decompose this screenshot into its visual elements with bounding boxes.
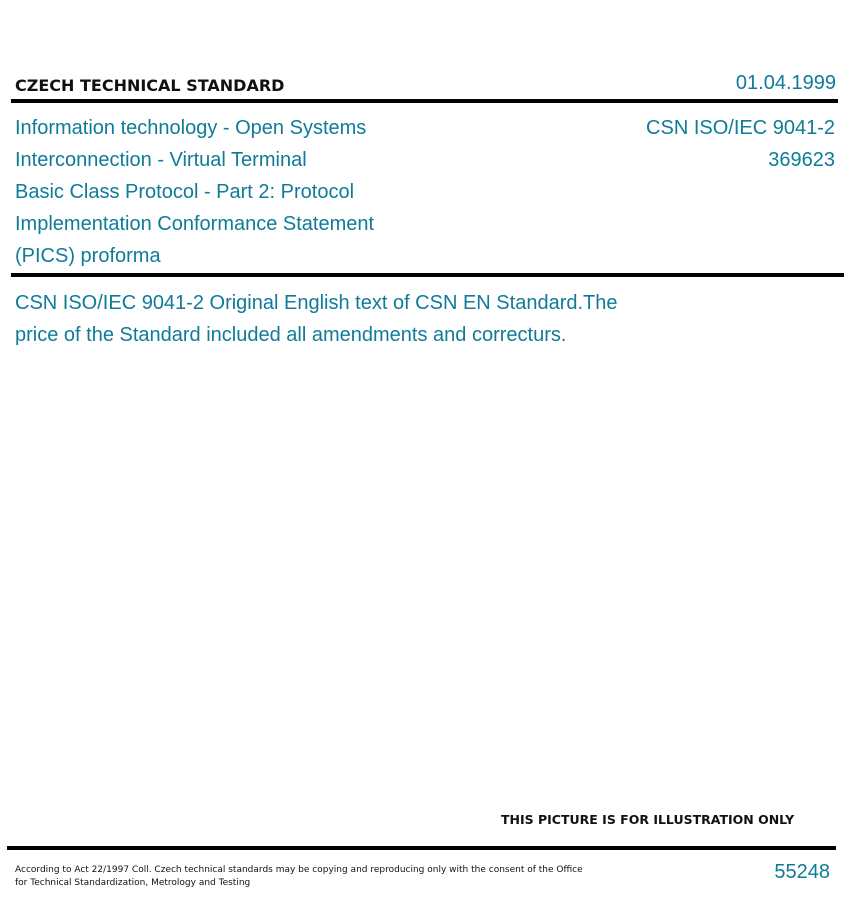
description-line: CSN ISO/IEC 9041-2 Original English text of CSN EN Standard.The (15, 292, 618, 314)
standard-title-line: Basic Class Protocol - Part 2: Protocol (15, 181, 355, 203)
document-category-title: CZECH TECHNICAL STANDARD (15, 76, 285, 95)
standard-title-line: Information technology - Open Systems (15, 117, 367, 139)
standard-title-line: Implementation Conformance Statement (15, 213, 375, 235)
description-line: price of the Standard included all amendments and correcturs. (15, 324, 567, 346)
document-number: 55248 (774, 861, 830, 883)
standard-description (15, 287, 695, 351)
header-divider (11, 99, 838, 103)
title-divider (11, 273, 844, 277)
standard-designation: CSN ISO/IEC 9041-2 (646, 117, 835, 139)
publication-date: 01.04.1999 (735, 72, 836, 94)
standard-title-line: (PICS) proforma (15, 245, 161, 267)
illustration-disclaimer: THIS PICTURE IS FOR ILLUSTRATION ONLY (501, 812, 795, 827)
standard-codes (646, 112, 835, 176)
footer-divider (7, 846, 836, 850)
legal-notice (15, 864, 615, 890)
legal-notice-line: According to Act 22/1997 Coll. Czech technical standards may be copying and reproducing only with the consent of the Office (15, 865, 583, 875)
legal-notice-line: for Technical Standardization, Metrology and Testing (15, 878, 251, 888)
catalog-number: 369623 (768, 149, 835, 171)
standard-title-line: Interconnection - Virtual Terminal (15, 149, 307, 171)
standard-title (15, 112, 435, 272)
